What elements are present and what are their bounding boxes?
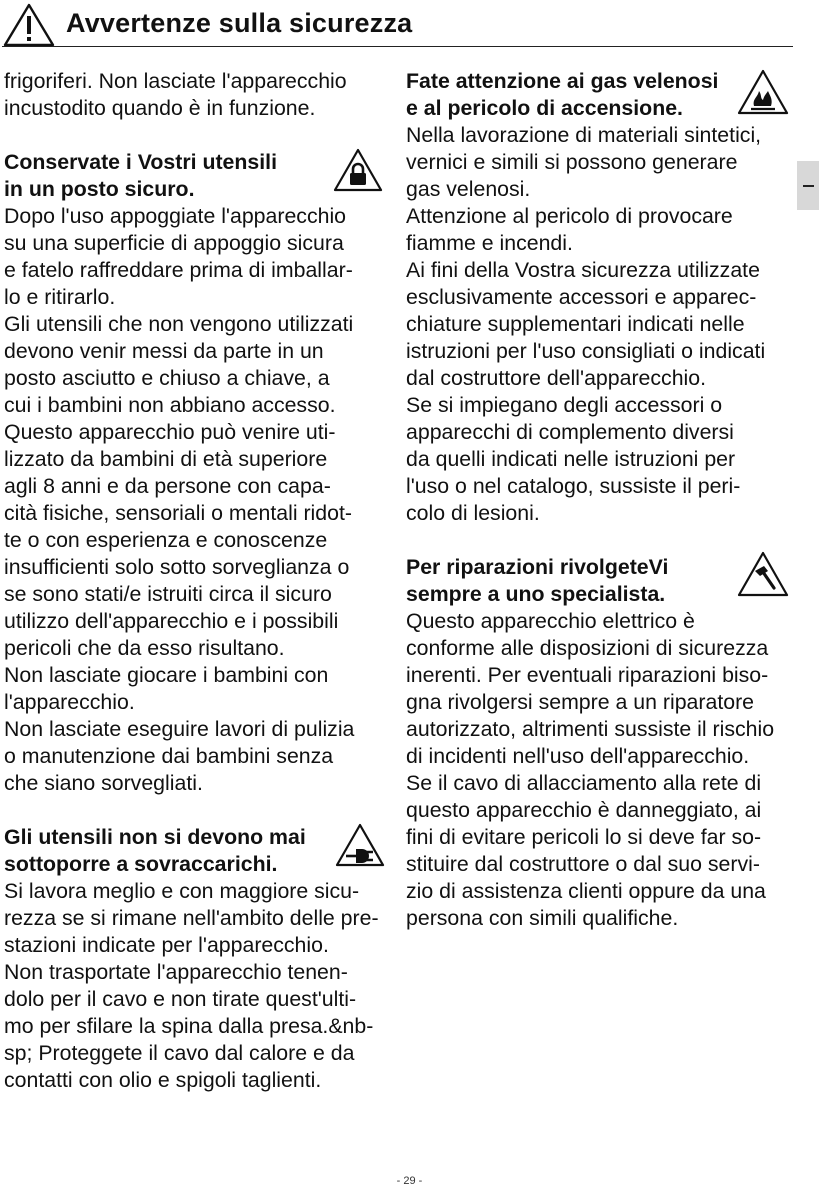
text-line: autorizzato, altrimenti sussiste il rischio xyxy=(406,717,775,741)
text-line: questo apparecchio è danneggiato, ai xyxy=(406,798,762,822)
section-title: in un posto sicuro. xyxy=(4,177,195,201)
text-line: Gli utensili che non vengono utilizzati xyxy=(4,312,354,336)
text-line: su una superficie di appoggio sicura xyxy=(4,231,344,255)
section-storage xyxy=(4,149,382,797)
text-line: da quelli indicati nelle istruzioni per xyxy=(406,447,736,471)
text-line: fiamme e incendi. xyxy=(406,231,573,255)
text-line: stituire dal costruttore o dal suo servi- xyxy=(406,852,760,876)
text-line: contatti con olio e spigoli taglienti. xyxy=(4,1068,322,1092)
text-line: Se si impiegano degli accessori o xyxy=(406,393,723,417)
text-line: dal costruttore dell'apparecchio. xyxy=(406,366,707,390)
text-line: vernici e simili si possono generare xyxy=(406,150,738,174)
text-line: sp; Proteggete il cavo dal calore e da xyxy=(4,1041,355,1065)
text-line: frigoriferi. Non lasciate l'apparecchio xyxy=(4,69,347,93)
warning-exclamation-icon xyxy=(2,2,56,48)
text-line: te o con esperienza e conoscenze xyxy=(4,528,328,552)
section-toxic-gas xyxy=(406,68,788,527)
text-line: se sono stati/e istruiti circa il sicuro xyxy=(4,582,332,606)
text-line: Dopo l'uso appoggiate l'apparecchio xyxy=(4,204,347,228)
text-line: gna rivolgersi sempre a un riparatore xyxy=(406,690,755,714)
text-line: Non lasciate eseguire lavori di pulizia xyxy=(4,717,355,741)
text-line: o manutenzione dai bambini senza xyxy=(4,744,334,768)
text-line: Si lavora meglio e con maggiore sicu- xyxy=(4,879,360,903)
text-line: chiature supplementari indicati nelle xyxy=(406,312,745,336)
text-line: cui i bambini non abbiano accesso. xyxy=(4,393,336,417)
text-line: fini di evitare pericoli lo si deve far so- xyxy=(406,825,762,849)
power-plug-warning-icon xyxy=(334,822,386,868)
text-line: l'apparecchio. xyxy=(4,690,135,714)
text-line: Questo apparecchio elettrico è xyxy=(406,609,695,633)
text-line: Nella lavorazione di materiali sintetici, xyxy=(406,123,762,147)
text-line: istruzioni per l'uso consigliati o indicati xyxy=(406,339,766,363)
language-tab-mark xyxy=(803,185,814,187)
section-title: e al pericolo di accensione. xyxy=(406,96,683,120)
section-title: Gli utensili non si devono mai xyxy=(4,825,306,849)
text-line: Non trasportate l'apparecchio tenen- xyxy=(4,960,348,984)
page-title: Avvertenze sulla sicurezza xyxy=(66,8,413,38)
text-line: che siano sorvegliati. xyxy=(4,771,203,795)
text-line: inerenti. Per eventuali riparazioni biso- xyxy=(406,663,769,687)
text-line: Non lasciate giocare i bambini con xyxy=(4,663,329,687)
section-overload xyxy=(4,824,382,1094)
text-line: rezza se si rimane nell'ambito delle pre- xyxy=(4,906,379,930)
page-number: - 29 - xyxy=(396,1175,423,1187)
text-line: pericoli che da esso risultano. xyxy=(4,636,285,660)
flammable-warning-icon xyxy=(736,68,790,116)
text-line: conforme alle disposizioni di sicurezza xyxy=(406,636,769,660)
text-line: persona con simili qualifiche. xyxy=(406,906,679,930)
text-line: stazioni indicate per l'apparecchio. xyxy=(4,933,329,957)
text-line: lizzato da bambini di età superiore xyxy=(4,447,328,471)
section-title: Per riparazioni rivolgeteVi xyxy=(406,555,669,579)
section-title: sottoporre a sovraccarichi. xyxy=(4,852,278,876)
text-line: Ai fini della Vostra sicurezza utilizzate xyxy=(406,258,760,282)
section-repairs xyxy=(406,554,788,932)
text-line: Attenzione al pericolo di provocare xyxy=(406,204,733,228)
language-tab xyxy=(797,161,819,210)
text-line: posto asciutto e chiuso a chiave, a xyxy=(4,366,330,390)
text-line: gas velenosi. xyxy=(406,177,531,201)
text-line: e fatelo raffreddare prima di imballar- xyxy=(4,258,353,282)
text-line: colo di lesioni. xyxy=(406,501,540,525)
text-line: devono venir messi da parte in un xyxy=(4,339,324,363)
intro-continuation xyxy=(4,68,382,122)
text-line: mo per sfilare la spina dalla presa.&nb- xyxy=(4,1014,374,1038)
header-divider xyxy=(2,46,793,47)
text-line: dolo per il cavo e non tirate quest'ulti- xyxy=(4,987,357,1011)
text-line: lo e ritirarlo. xyxy=(4,285,116,309)
text-line: l'uso o nel catalogo, sussiste il peri- xyxy=(406,474,741,498)
section-title: sempre a uno specialista. xyxy=(406,582,666,606)
padlock-warning-icon xyxy=(332,147,384,193)
text-line: agli 8 anni e da persone con capa- xyxy=(4,474,331,498)
section-title: Fate attenzione ai gas velenosi xyxy=(406,69,719,93)
text-line: incustodito quando è in funzione. xyxy=(4,96,316,120)
text-line: cità fisiche, sensoriali o mentali ridot- xyxy=(4,501,352,525)
right-column xyxy=(406,68,788,932)
text-line: utilizzo dell'apparecchio e i possibili xyxy=(4,609,339,633)
text-line: insufficienti solo sotto sorveglianza o xyxy=(4,555,350,579)
text-line: apparecchi di complemento diversi xyxy=(406,420,734,444)
section-title: Conservate i Vostri utensili xyxy=(4,150,277,174)
text-line: esclusivamente accessori e apparec- xyxy=(406,285,757,309)
hammer-warning-icon xyxy=(736,550,790,598)
text-line: zio di assistenza clienti oppure da una xyxy=(406,879,766,903)
text-line: Se il cavo di allacciamento alla rete di xyxy=(406,771,762,795)
text-line: Questo apparecchio può venire uti- xyxy=(4,420,336,444)
text-line: di incidenti nell'uso dell'apparecchio. xyxy=(406,744,750,768)
left-column xyxy=(4,68,382,1094)
